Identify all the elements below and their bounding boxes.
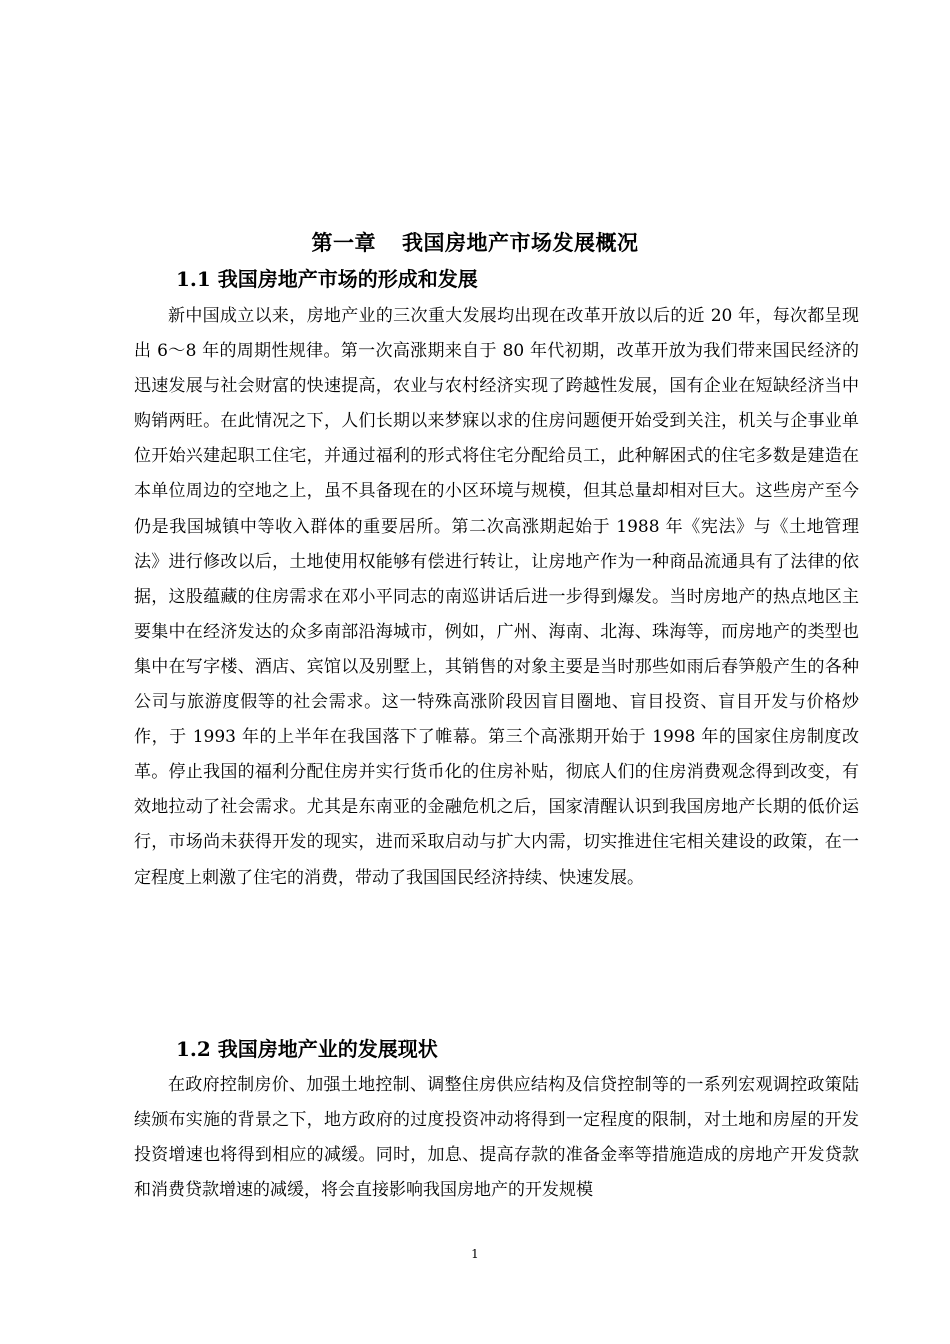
section-1-1-paragraph: 新中国成立以来，房地产业的三次重大发展均出现在改革开放以后的近 20 年，每次都呈现出 6～8 年的周期性规律。第一次高涨期来自于 80 年代初期，改革开放为我们带来国民经济的迅速发展与社会财富的快速提高，农业与农村经济实现了跨越性发展，国有企业在短缺经济当中购销两旺。在此情况之下，人们长期以来梦寐以求的住房问题便开始受到关注，机关与企事业单位开始兴建起职工住宅，并通过福利的形式将住宅分配给员工，此种解困式的住宅多数是建造在本单位周边的空地之上，虽不具备现在的小区环境与规模，但其总量却相对巨大。这些房产至今仍是我国城镇中等收入群体的重要居所。第二次高涨期起始于 1988 年《宪法》与《土地管理法》进行修改以后，土地使用权能够有偿进行转让，让房地产作为一种商品流通具有了法律的依据，这股蕴藏的住房需求在邓小平同志的南巡讲话后进一步得到爆发。当时房地产的热点地区主要集中在经济发达的众多南部沿海城市，例如，广州、海南、北海、珠海等，而房地产的类型也集中在写字楼、酒店、宾馆以及别墅上，其销售的对象主要是当时那些如雨后春笋般产生的各种公司与旅游度假等的社会需求。这一特殊高涨阶段因盲目圈地、盲目投资、盲目开发与价格炒作，于 1993 年的上半年在我国落下了帷幕。第三个高涨期开始于 1998 年的国家住房制度改革。停止我国的福利分配住房并实行货币化的住房补贴，彻底人们的住房消费观念得到改变，有效地拉动了社会需求。尤其是东南亚的金融危机之后，国家清醒认识到我国房地产长期的低价运行，市场尚未获得开发的现实，进而采取启动与扩大内需，切实推进住宅相关建设的政策，在一定程度上刺激了住宅的消费，带动了我国国民经济持续、快速发展。: [134, 306, 859, 888]
chapter-number: 第一章: [311, 230, 376, 255]
section-heading-1-1: 1.1 我国房地产市场的形成和发展: [176, 267, 478, 291]
page-number: 1: [471, 1247, 479, 1261]
chapter-title-text: 我国房地产市场发展概况: [402, 230, 639, 255]
chapter-title: [0, 228, 950, 258]
section-1-2-paragraph: 在政府控制房价、加强土地控制、调整住房供应结构及信贷控制等的一系列宏观调控政策陆续颁布实施的背景之下，地方政府的过度投资冲动将得到一定程度的限制，对土地和房屋的开发投资增速也将得到相应的减缓。同时，加息、提高存款的准备金率等措施造成的房地产开发贷款和消费贷款增速的减缓，将会直接影响我国房地产的开发规模: [134, 1075, 859, 1201]
section-heading-1-2: 1.2 我国房地产业的发展现状: [176, 1037, 438, 1061]
